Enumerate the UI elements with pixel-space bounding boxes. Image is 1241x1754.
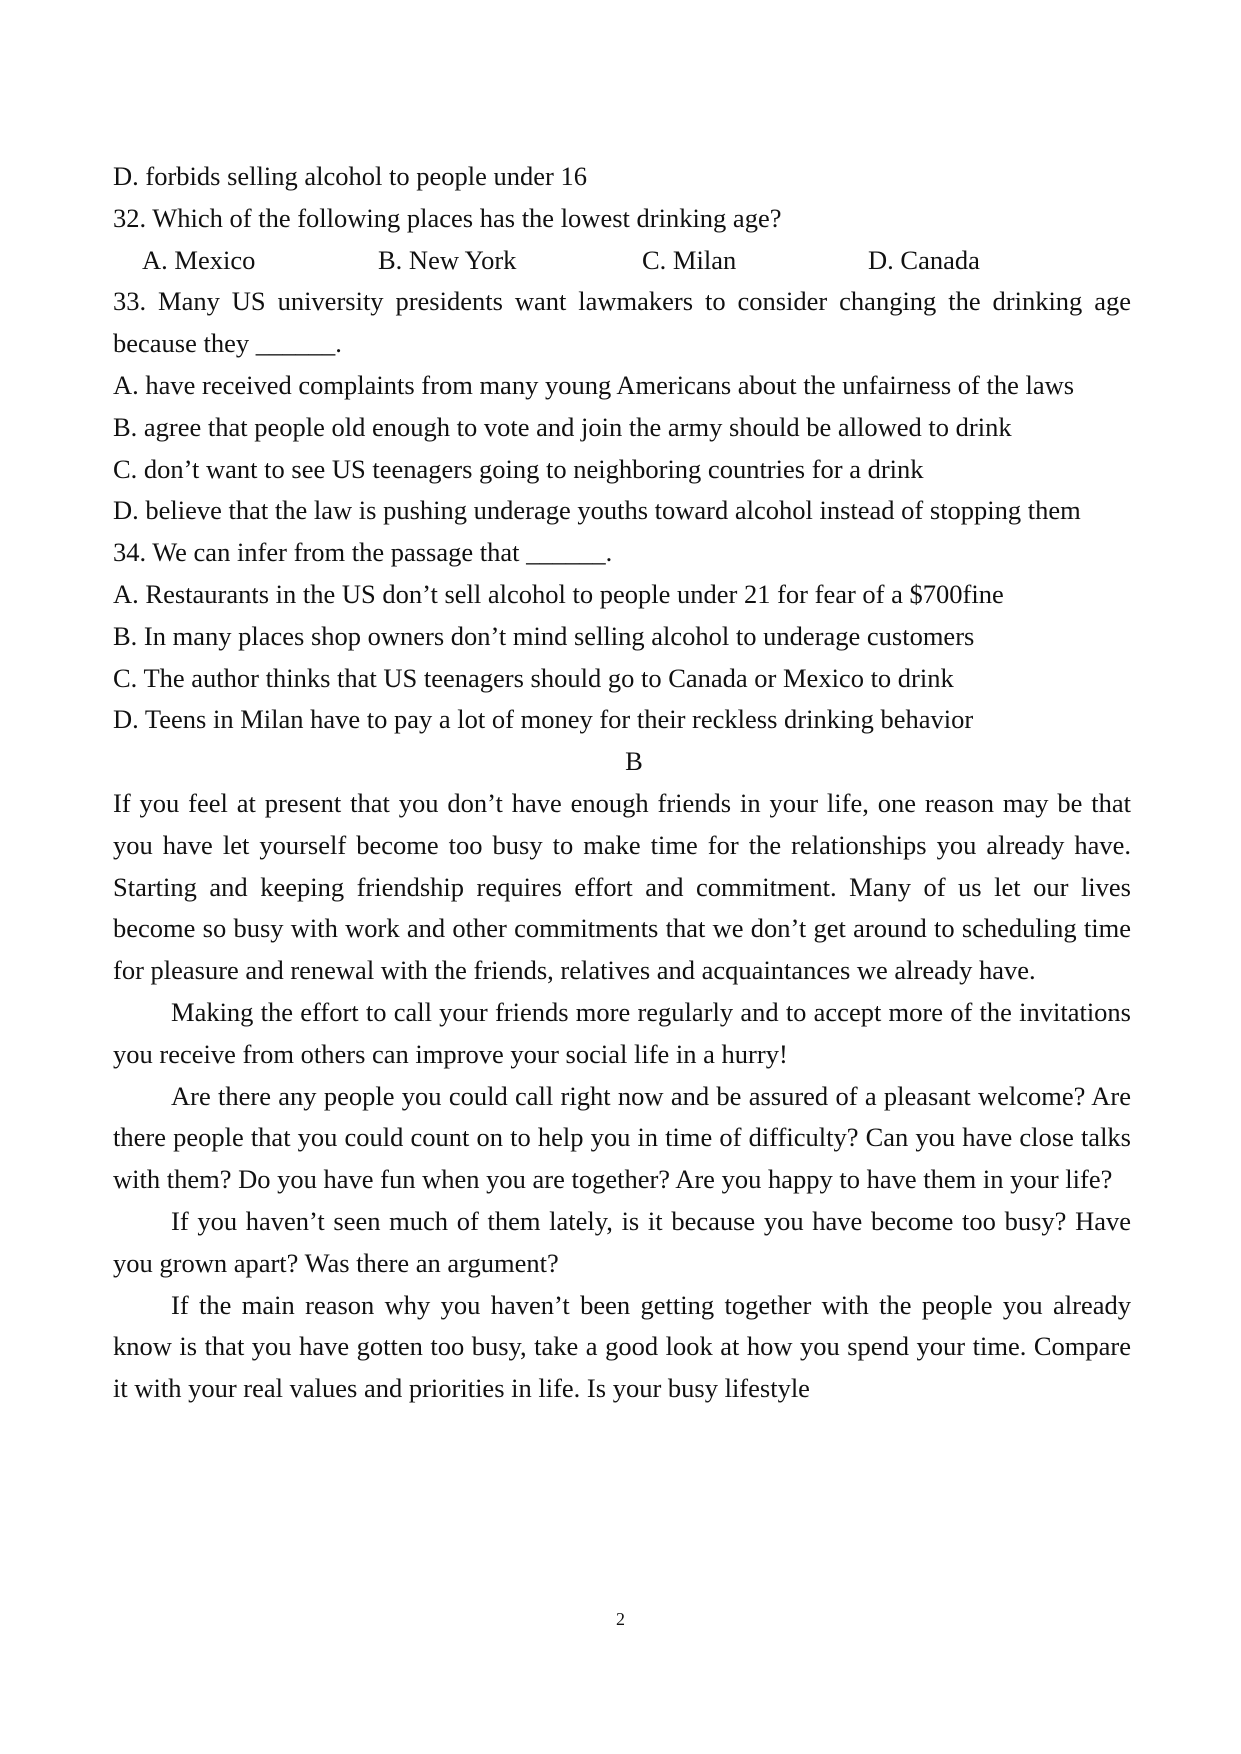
q34-stem: 34. We can infer from the passage that ______. xyxy=(113,537,613,568)
passage-b-paragraph-3: Are there any people you could call right now and be assured of a pleasant welcome? Are there people that you could count on to help you in time of difficulty? Can you have close talks with them? Do you have fun when you are together? Are you happy to have them in your life? xyxy=(113,1080,1131,1195)
q33-option-b: B. agree that people old enough to vote and join the army should be allowed to drink xyxy=(113,411,1012,442)
q32-options xyxy=(113,240,1131,282)
q34-option-a: A. Restaurants in the US don’t sell alcohol to people under 21 for fear of a $700fine xyxy=(113,578,1004,609)
q32-option-b: B. New York xyxy=(378,244,517,275)
passage-b-paragraph-1: If you feel at present that you don’t have enough friends in your life, one reason may be that you have let yourself become too busy to make time for the relationships you already have. Starting and keeping friendship requires effort and commitment. Many of us let our lives become so busy with work and other commitments that we don’t get around to scheduling time for pleasure and renewal with the friends, relatives and acquaintances we already have. xyxy=(113,787,1131,986)
q32-option-d: D. Canada xyxy=(868,244,980,275)
passage-b-paragraph-4: If you haven’t seen much of them lately, is it because you have become too busy? Have you grown apart? Was there an argument? xyxy=(113,1205,1131,1278)
q33-stem: 33. Many US university presidents want lawmakers to consider changing the drinking age because they ______. xyxy=(113,286,1131,359)
q31-option-d: D. forbids selling alcohol to people under 16 xyxy=(113,161,587,191)
passage-b-paragraph-2: Making the effort to call your friends more regularly and to accept more of the invitations you receive from others can improve your social life in a hurry! xyxy=(113,996,1131,1069)
passage-b-paragraph-5: If the main reason why you haven’t been getting together with the people you already know is that you have gotten too busy, take a good look at how you spend your time. Compare it with your real values and priorities in life. Is your busy lifestyle xyxy=(113,1289,1131,1404)
q32-stem: 32. Which of the following places has the lowest drinking age? xyxy=(113,202,782,233)
page-number: 2 xyxy=(616,1609,625,1629)
passage-b-title: B xyxy=(625,746,643,777)
q33-option-d: D. believe that the law is pushing underage youths toward alcohol instead of stopping them xyxy=(113,495,1081,526)
q33-option-a: A. have received complaints from many young Americans about the unfairness of the laws xyxy=(113,369,1075,400)
q34-option-b: B. In many places shop owners don’t mind selling alcohol to underage customers xyxy=(113,620,975,651)
q33-option-c: C. don’t want to see US teenagers going to neighboring countries for a drink xyxy=(113,453,924,484)
q32-option-a: A. Mexico xyxy=(142,244,256,275)
q34-option-d: D. Teens in Milan have to pay a lot of money for their reckless drinking behavior xyxy=(113,704,974,735)
document-page xyxy=(113,156,1131,1410)
q32-option-c: C. Milan xyxy=(642,244,737,275)
q34-option-c: C. The author thinks that US teenagers should go to Canada or Mexico to drink xyxy=(113,662,954,693)
